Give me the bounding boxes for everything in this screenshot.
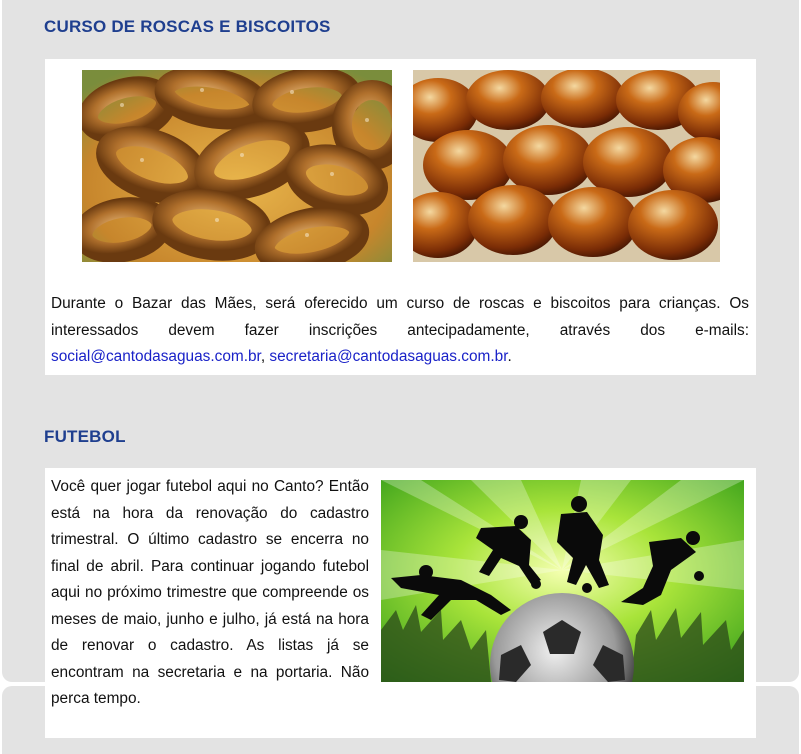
section-title-roscas: CURSO DE ROSCAS E BISCOITOS — [44, 17, 331, 36]
roscas-description-end: . — [507, 348, 512, 365]
soccer-illustration — [381, 480, 744, 682]
roscas-description-text: Durante o Bazar das Mães, será oferecido um curso de roscas e biscoitos para crianças. Os interessados devem fazer inscrições antecipadamente, através dos e-mails: — [51, 295, 749, 339]
section-title-futebol: FUTEBOL — [44, 427, 126, 446]
section-card-roscas — [45, 59, 756, 375]
futebol-description: Você quer jogar futebol aqui no Canto? Então está na hora da renovação do cadastro trimestral. O último cadastro se encerra no final de abril. Para continuar jogando futebol aqui no próximo trimestre que compreende os meses de maio, junho e julho, já está na hora de renovar o cadastro. As listas já se encontram na secretaria e na portaria. Não perca tempo. — [51, 478, 369, 707]
roscas-description — [51, 291, 749, 371]
email-link-secretaria[interactable]: secretaria@cantodasaguas.com.br — [269, 348, 508, 365]
email-link-social[interactable]: social@cantodasaguas.com.br — [51, 348, 261, 365]
section-card-futebol — [45, 468, 756, 738]
rosquinhas-photo — [82, 70, 392, 262]
email-separator: , — [260, 348, 270, 365]
braided-bread-photo — [413, 70, 720, 262]
